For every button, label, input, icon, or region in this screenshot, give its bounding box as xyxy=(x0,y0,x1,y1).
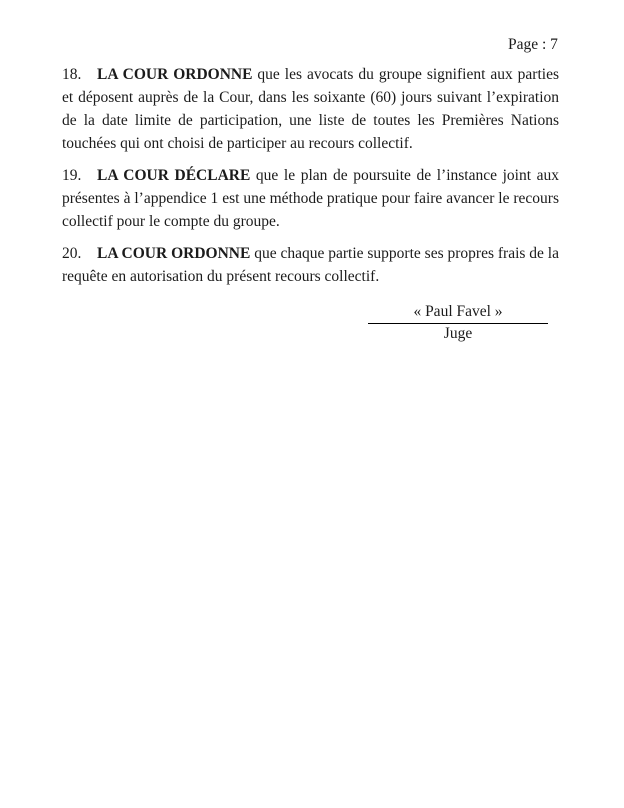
paragraph-18 xyxy=(62,63,559,155)
document-body xyxy=(62,63,559,297)
paragraph-20-number: 20. xyxy=(62,245,82,262)
paragraph-19-text: que le plan de poursuite de l’instance joint aux présentes à l’appendice 1 est une méthode pratique pour faire avancer le recours collectif pour le compte du groupe. xyxy=(62,167,559,230)
paragraph-18-lead: LA COUR ORDONNE xyxy=(97,66,253,83)
paragraph-18-text: que les avocats du groupe signifient aux parties et déposent auprès de la Cour, dans les soixante (60) jours suivant l’expiration de la date limite de participation, une liste de toutes les Premières Nations touchées qui ont choisi de participer au recours collectif. xyxy=(62,66,559,152)
paragraph-19-number: 19. xyxy=(62,167,82,184)
paragraph-20-lead: LA COUR ORDONNE xyxy=(97,245,251,262)
signature-block xyxy=(368,303,548,343)
paragraph-20 xyxy=(62,242,559,288)
paragraph-20-text: que chaque partie supporte ses propres frais de la requête en autorisation du présent recours collectif. xyxy=(62,245,559,285)
signature-title: Juge xyxy=(443,325,473,342)
signature-name: « Paul Favel » xyxy=(368,303,548,324)
paragraph-18-number: 18. xyxy=(62,66,82,83)
paragraph-19-lead: LA COUR DÉCLARE xyxy=(97,167,251,184)
paragraph-19 xyxy=(62,164,559,233)
page-number-header: Page : 7 xyxy=(508,36,558,53)
